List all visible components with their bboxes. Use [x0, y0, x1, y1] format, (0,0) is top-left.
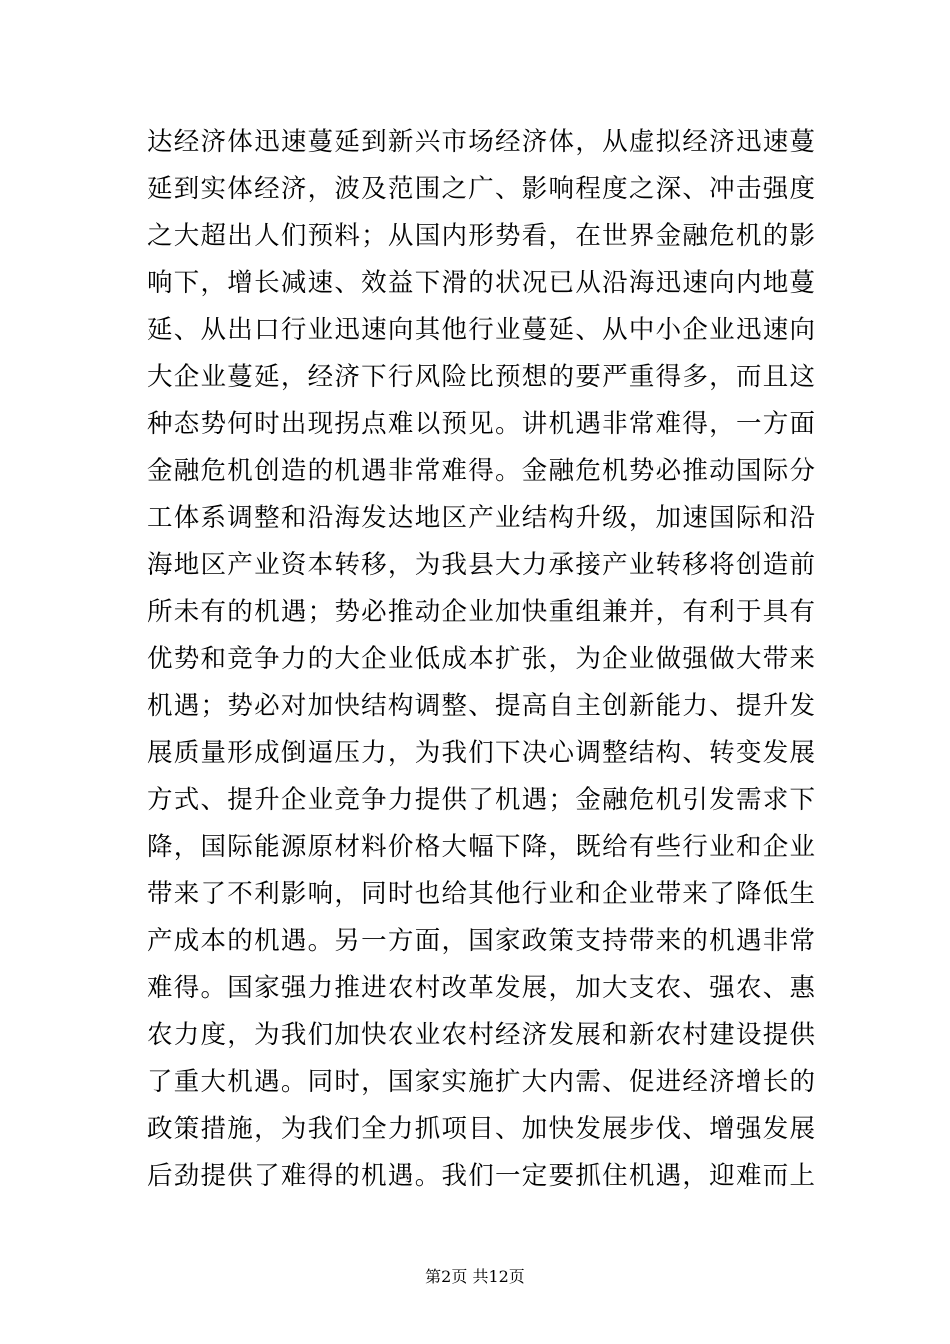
text-line: 海地区产业资本转移，为我县大力承接产业转移将创造前	[147, 550, 815, 580]
text-line: 后劲提供了难得的机遇。我们一定要抓住机遇，迎难而上	[147, 1161, 815, 1191]
text-line: 产成本的机遇。另一方面，国家政策支持带来的机遇非常	[147, 926, 815, 956]
text-line: 带来了不利影响，同时也给其他行业和企业带来了降低生	[147, 879, 815, 909]
text-line: 机遇；势必对加快结构调整、提高自主创新能力、提升发	[147, 691, 815, 721]
text-line: 方式、提升企业竞争力提供了机遇；金融危机引发需求下	[147, 785, 815, 815]
page-number: 第2页 共12页	[425, 1267, 525, 1286]
text-line: 延、从出口行业迅速向其他行业蔓延、从中小企业迅速向	[147, 315, 815, 345]
text-line: 金融危机创造的机遇非常难得。金融危机势必推动国际分	[147, 456, 815, 486]
text-line: 种态势何时出现拐点难以预见。讲机遇非常难得，一方面	[147, 409, 815, 439]
text-line: 工体系调整和沿海发达地区产业结构升级，加速国际和沿	[147, 503, 815, 533]
body-text	[147, 119, 815, 1200]
text-line: 响下，增长减速、效益下滑的状况已从沿海迅速向内地蔓	[147, 268, 815, 298]
text-line: 降，国际能源原材料价格大幅下降，既给有些行业和企业	[147, 832, 815, 862]
text-line: 所未有的机遇；势必推动企业加快重组兼并，有利于具有	[147, 597, 815, 627]
text-line: 达经济体迅速蔓延到新兴市场经济体，从虚拟经济迅速蔓	[147, 127, 815, 157]
text-line: 大企业蔓延，经济下行风险比预想的要严重得多，而且这	[147, 362, 815, 392]
text-line: 难得。国家强力推进农村改革发展，加大支农、强农、惠	[147, 973, 815, 1003]
text-line: 政策措施，为我们全力抓项目、加快发展步伐、增强发展	[147, 1114, 815, 1144]
text-line: 展质量形成倒逼压力，为我们下决心调整结构、转变发展	[147, 738, 815, 768]
text-line: 了重大机遇。同时，国家实施扩大内需、促进经济增长的	[147, 1067, 815, 1097]
text-line: 延到实体经济，波及范围之广、影响程度之深、冲击强度	[147, 174, 815, 204]
text-line: 农力度，为我们加快农业农村经济发展和新农村建设提供	[147, 1020, 815, 1050]
text-line: 优势和竞争力的大企业低成本扩张，为企业做强做大带来	[147, 644, 815, 674]
text-line: 之大超出人们预料；从国内形势看，在世界金融危机的影	[147, 221, 815, 251]
